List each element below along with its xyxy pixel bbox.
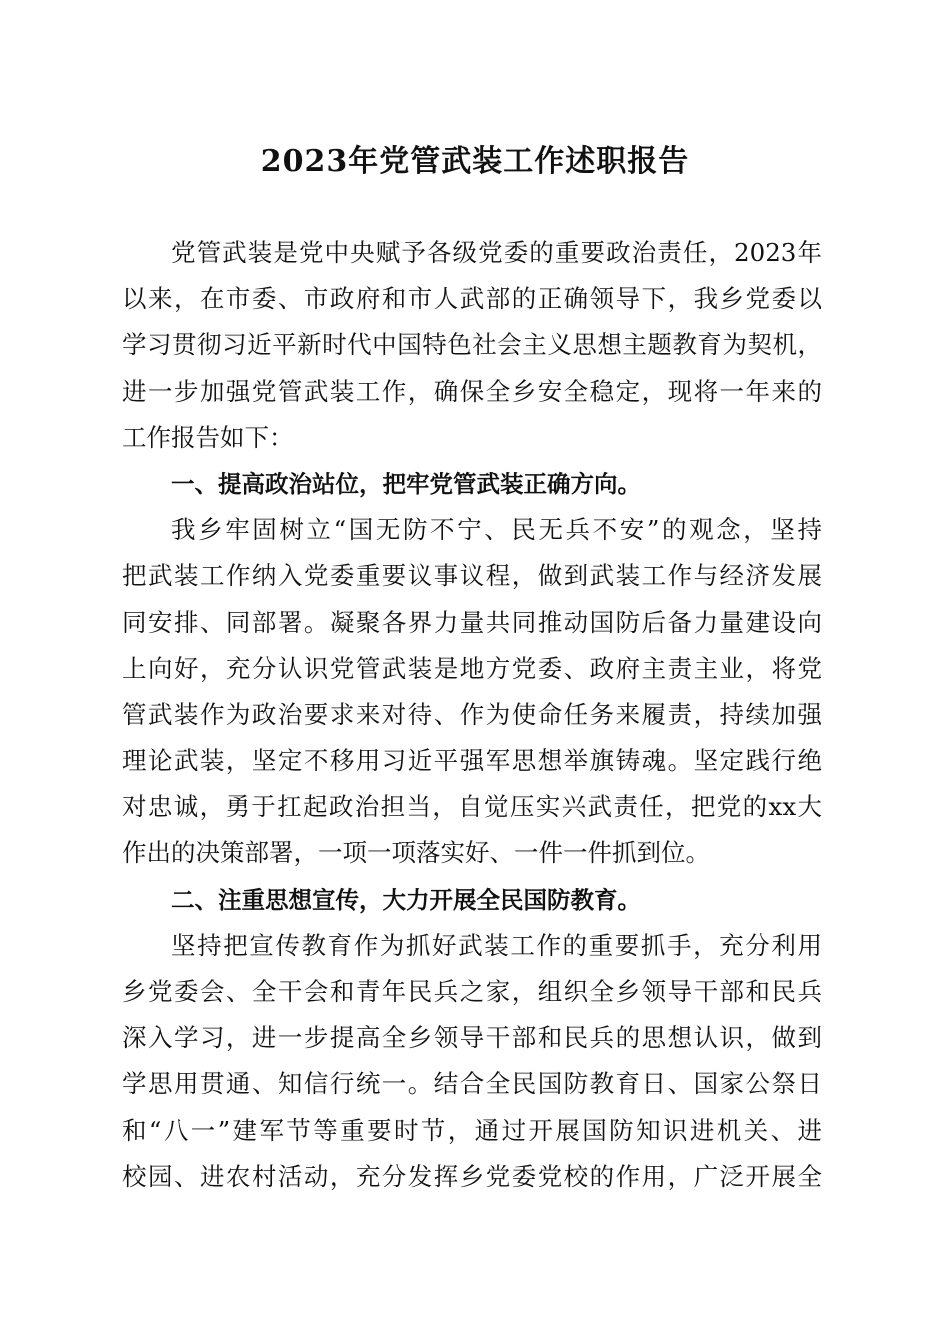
- section-heading-2: 二、注重思想宣传，大力开展全民国防教育。: [171, 885, 641, 914]
- paragraph-line: 学思用贯通、知信行统一。结合全民国防教育日、国家公祭日: [122, 1069, 822, 1099]
- paragraph-line: 进一步加强党管武装工作，确保全乡安全稳定，现将一年来的: [122, 376, 822, 406]
- paragraph-line: 党管武装是党中央赋予各级党委的重要政治责任，2023年: [171, 238, 822, 267]
- paragraph-line: 把武装工作纳入党委重要议事议程，做到武装工作与经济发展: [122, 561, 822, 591]
- paragraph-line: 上向好，充分认识党管武装是地方党委、政府主责主业，将党: [122, 653, 822, 683]
- document-body: [122, 230, 822, 1200]
- paragraph-line: 和“八一”建军节等重要时节，通过开展国防知识进机关、进: [122, 1115, 822, 1145]
- paragraph-line: 乡党委会、全干会和青年民兵之家，组织全乡领导干部和民兵: [122, 977, 822, 1006]
- section-heading-1: 一、提高政治站位，把牢党管武装正确方向。: [171, 469, 641, 498]
- paragraph-line: 我乡牢固树立“国无防不宁、民无兵不安”的观念，坚持: [171, 515, 822, 545]
- paragraph-line: 同安排、同部署。凝聚各界力量共同推动国防后备力量建设向: [122, 607, 822, 637]
- paragraph-line: 管武装作为政治要求来对待、作为使命任务来履责，持续加强: [122, 699, 822, 729]
- document-title: 2023年党管武装工作述职报告: [260, 144, 690, 179]
- paragraph-line: 学习贯彻习近平新时代中国特色社会主义思想主题教育为契机，: [122, 330, 822, 360]
- paragraph-line: 校园、进农村活动，充分发挥乡党委党校的作用，广泛开展全: [122, 1161, 822, 1191]
- paragraph-line: 工作报告如下：: [122, 422, 294, 452]
- paragraph-line: 作出的决策部署，一项一项落实好、一件一件抓到位。: [122, 838, 710, 868]
- paragraph-line: 理论武装，坚定不移用习近平强军思想举旗铸魂。坚定践行绝: [122, 746, 822, 776]
- paragraph-line: 对忠诚，勇于扛起政治担当，自觉压实兴武责任，把党的xx大: [122, 792, 822, 822]
- paragraph-line: 深入学习，进一步提高全乡领导干部和民兵的思想认识，做到: [122, 1023, 822, 1053]
- paragraph-line: 坚持把宣传教育作为抓好武装工作的重要抓手，充分利用: [171, 930, 822, 960]
- paragraph-line: 以来，在市委、市政府和市人武部的正确领导下，我乡党委以: [122, 284, 822, 314]
